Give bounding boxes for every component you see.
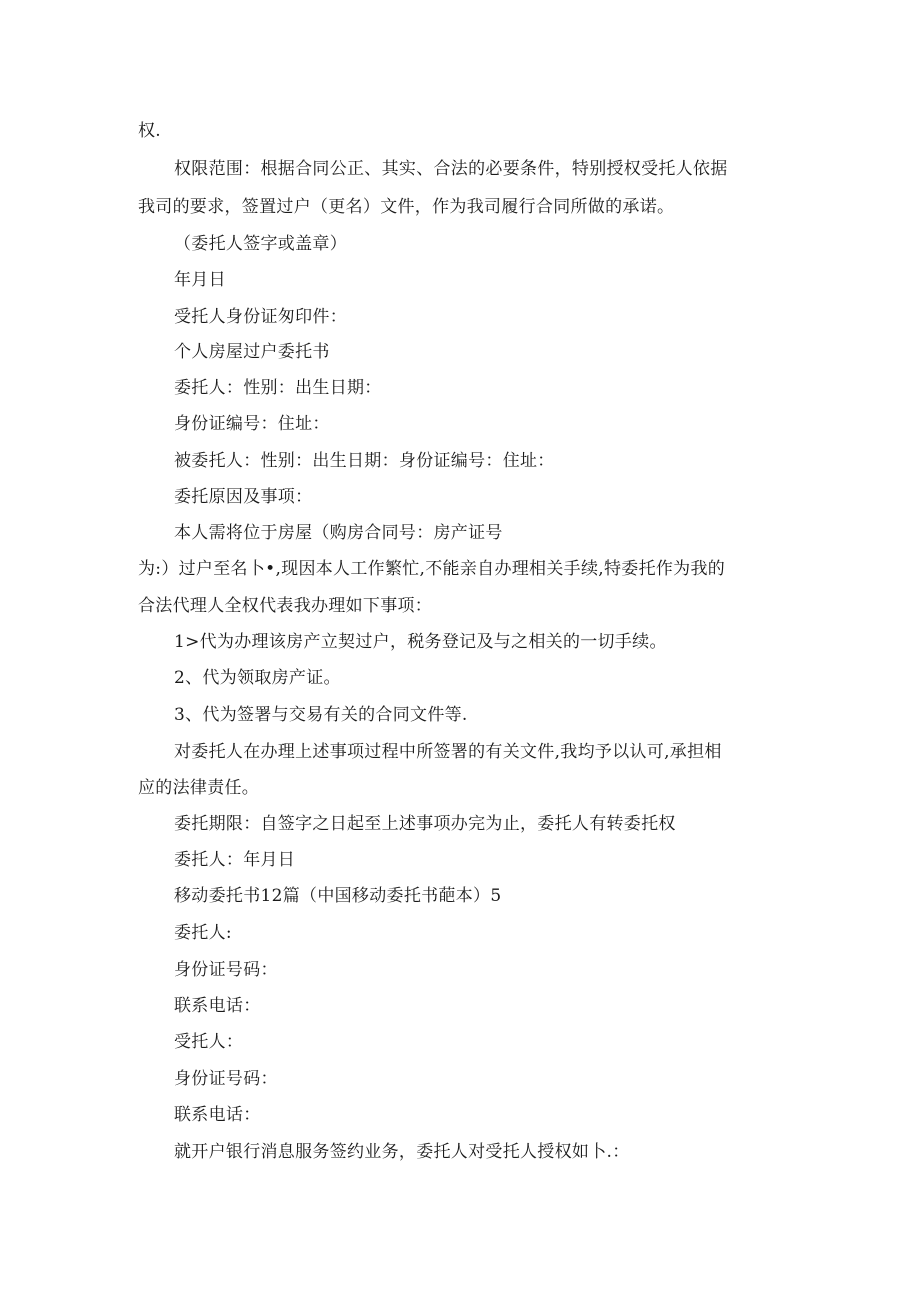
text-line: 委托人：性别：出生日期： xyxy=(174,378,382,398)
text-line: 合法代理人全权代表我办理如下事项： xyxy=(138,596,433,616)
text-line: 身份证编号：住址： xyxy=(174,414,330,434)
text-line: 权. xyxy=(138,121,162,141)
text-line: 1>代为办理该房产立契过户，税务登记及与之相关的一切手续。 xyxy=(174,632,667,652)
text-line: 应的法律责任。 xyxy=(138,778,260,798)
text-line: 权限范围：根据合同公正、其实、合法的必要条件，特别授权受托人依据 xyxy=(174,159,728,179)
text-line: 3、代为签署与交易有关的合同文件等. xyxy=(174,705,468,725)
text-line: 身份证号码： xyxy=(174,960,278,980)
text-line: 委托原因及事项： xyxy=(174,487,313,507)
text-line: 联系电话： xyxy=(174,1105,261,1125)
text-line: 委托期限：自签字之日起至上述事项办完为止，委托人有转委托权 xyxy=(174,814,676,834)
text-line: 2、代为领取房产证。 xyxy=(174,668,341,688)
text-line: 被委托人：性别：出生日期：身份证编号：住址： xyxy=(174,451,555,471)
text-line: 移动委托书12篇（中国移动委托书葩本）5 xyxy=(174,886,502,906)
text-line: （委托人签字或盖章） xyxy=(174,234,347,254)
text-line: 个人房屋过户委托书 xyxy=(174,342,330,362)
text-line: 对委托人在办理上述事项过程中所签署的有关文件,我均予以认可,承担相 xyxy=(174,742,722,762)
text-line: 年月日 xyxy=(174,270,226,290)
text-line: 受托人： xyxy=(174,1032,244,1052)
text-line: 就开户银行消息服务签约业务，委托人对受托人授权如卜.： xyxy=(174,1142,630,1162)
text-line: 本人需将位于房屋（购房合同号：房产证号 xyxy=(174,523,503,543)
text-line: 联系电话： xyxy=(174,996,261,1016)
text-line: 为:）过户至名卜•,现因本人工作繁忙,不能亲自办理相关手续,特委托作为我的 xyxy=(138,559,726,579)
text-line: 我司的要求，签置过户（更名）文件，作为我司履行合同所做的承诺。 xyxy=(138,197,675,217)
text-line: 身份证号码： xyxy=(174,1069,278,1089)
text-line: 委托人：年月日 xyxy=(174,850,296,870)
text-line: 受托人身份证匆印件： xyxy=(174,307,347,327)
text-line: 委托人: xyxy=(174,923,232,943)
